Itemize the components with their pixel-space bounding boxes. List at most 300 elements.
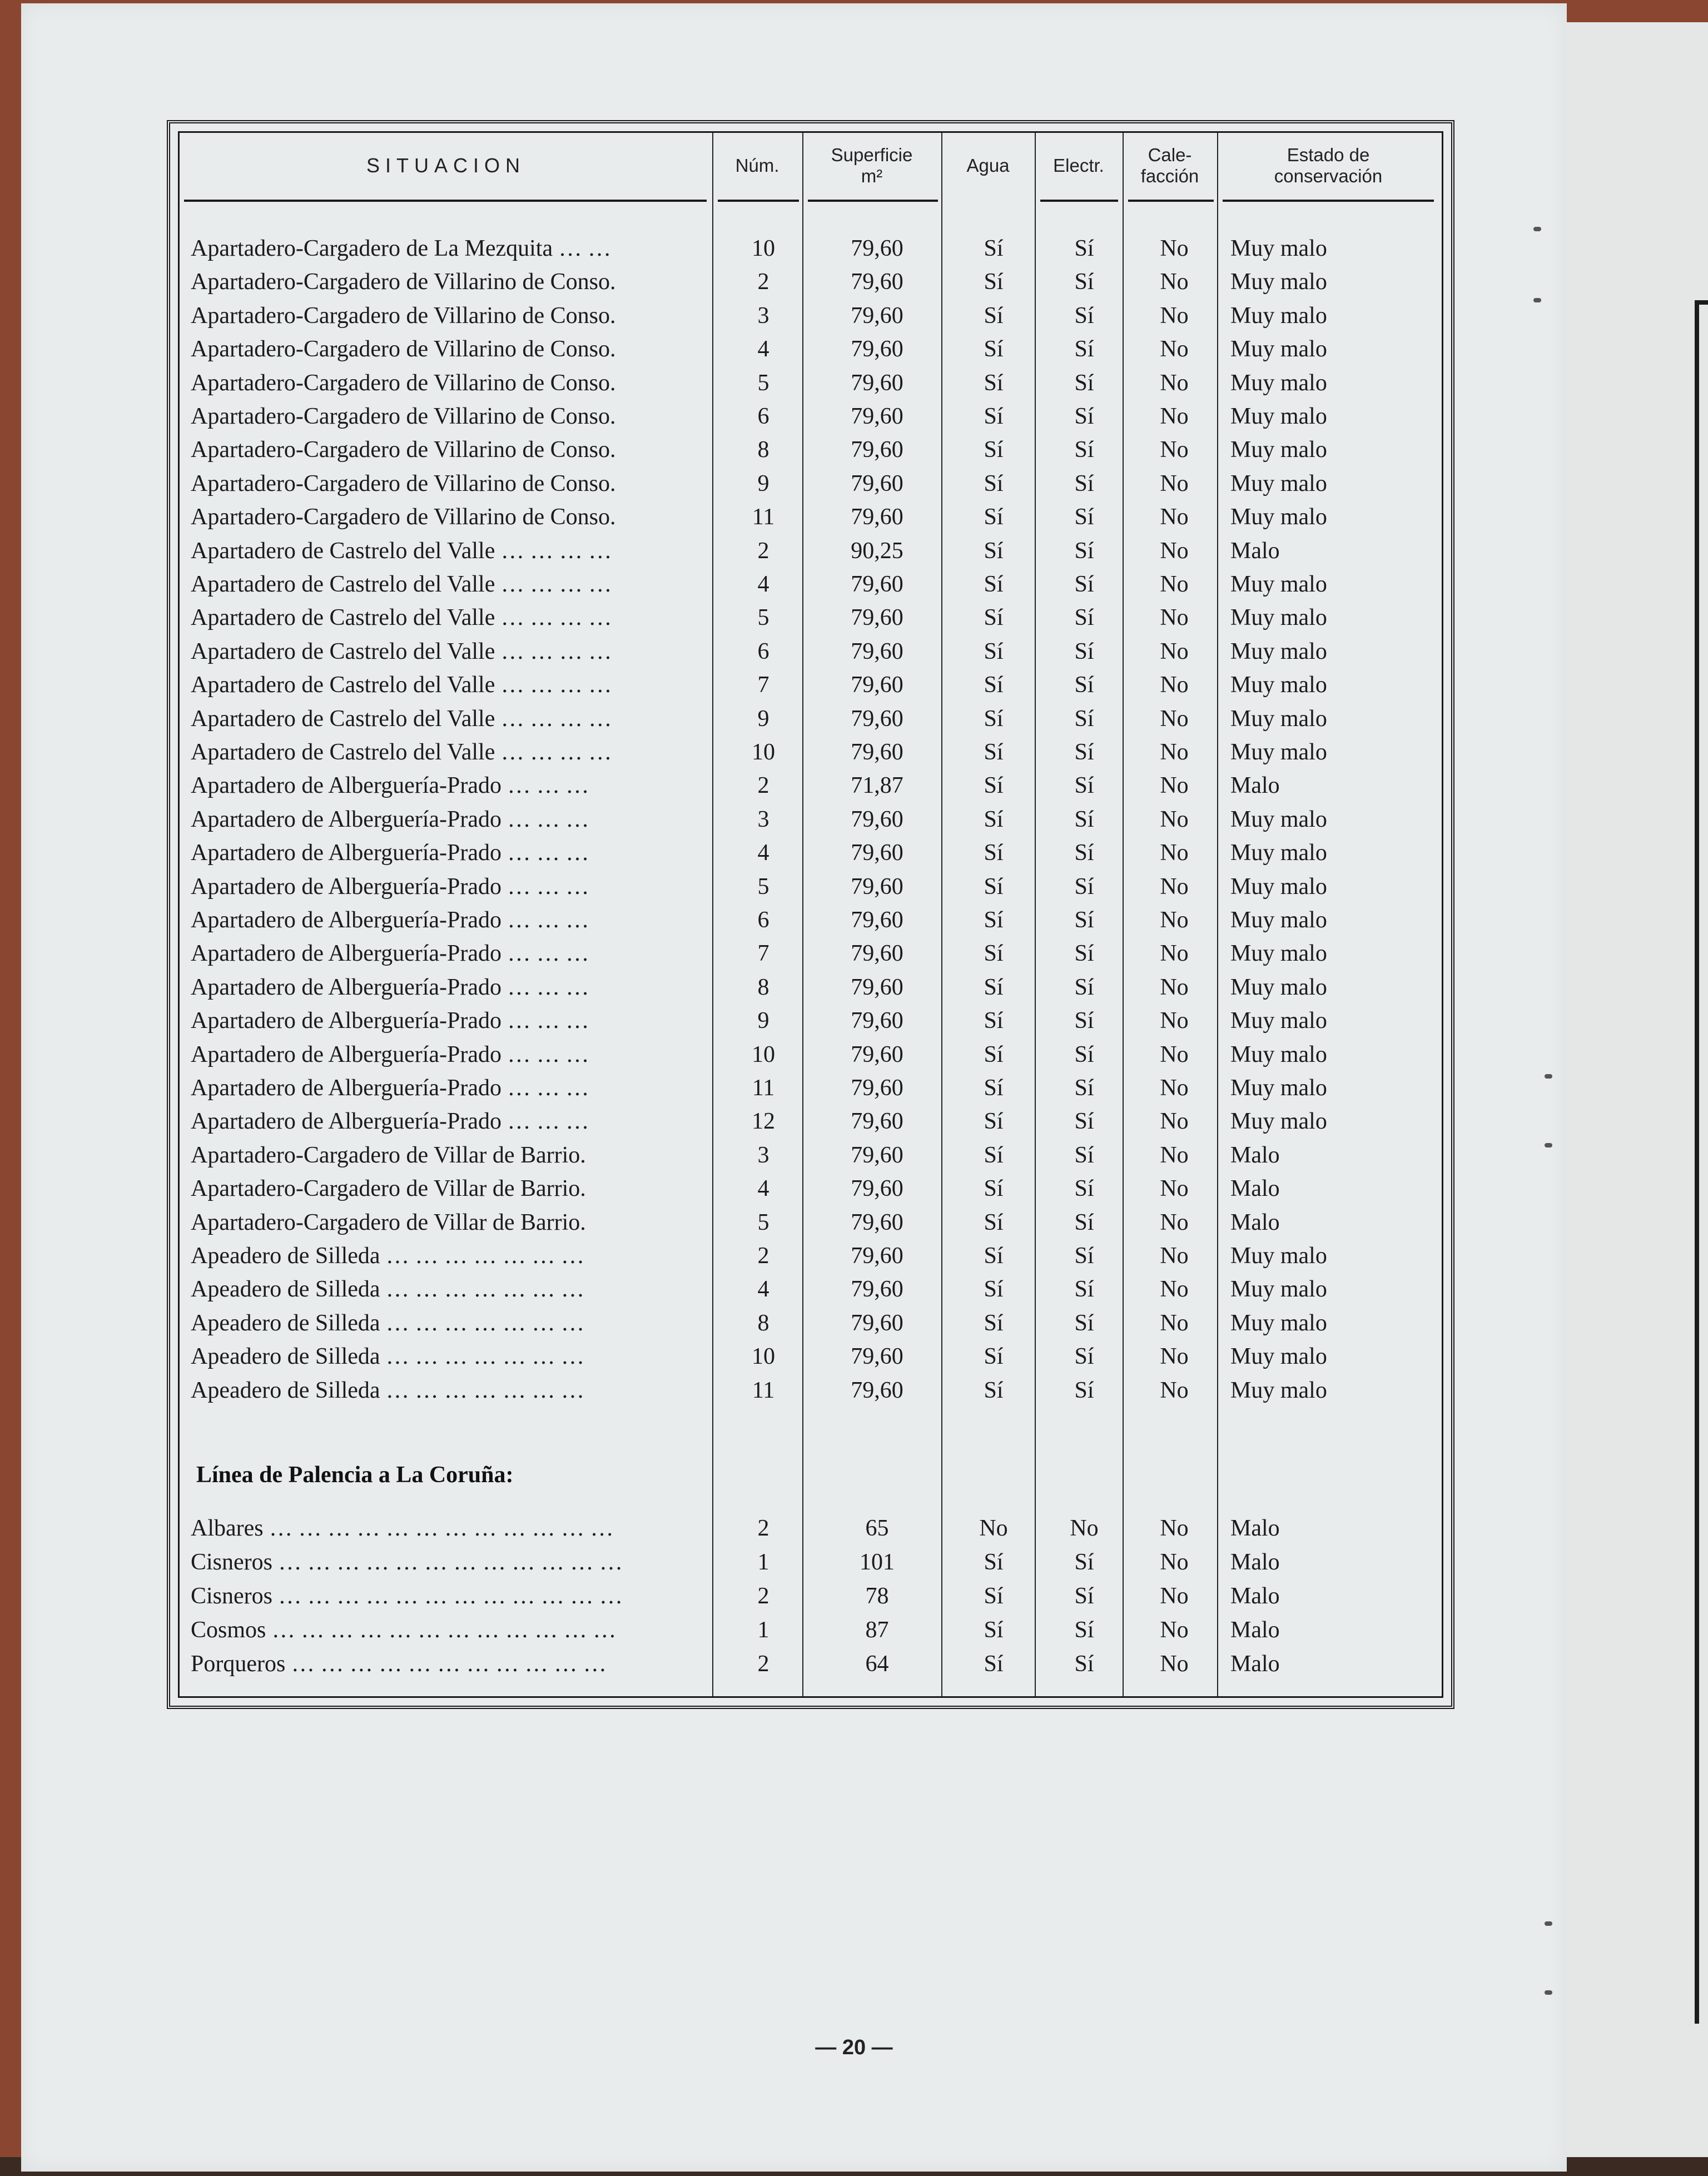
cell-electr: Sí <box>1074 1041 1094 1067</box>
cell-calefaccion: No <box>1160 302 1189 329</box>
cell-situacion: Apartadero de Alberguería-Prado … … … <box>191 941 589 967</box>
header-calefaccion-line2: facción <box>1140 166 1199 186</box>
cell-electr: Sí <box>1074 538 1094 564</box>
page-number: — 20 — <box>815 2036 893 2059</box>
cell-agua: Sí <box>984 1583 1004 1609</box>
cell-agua: Sí <box>984 538 1004 564</box>
table-row <box>180 1579 1442 1613</box>
cell-num: 8 <box>757 974 769 1000</box>
cell-calefaccion: No <box>1160 605 1189 631</box>
cell-electr: Sí <box>1074 605 1094 631</box>
table-row <box>180 1004 1442 1037</box>
cell-estado: Muy malo <box>1230 236 1327 261</box>
cell-electr: Sí <box>1074 1549 1094 1575</box>
cell-estado: Malo <box>1230 1583 1280 1609</box>
cell-superficie: 79,60 <box>851 302 903 329</box>
cell-superficie: 79,60 <box>851 572 903 597</box>
table-row <box>180 1546 1442 1579</box>
cell-agua: Sí <box>984 1075 1004 1101</box>
cell-situacion: Apartadero-Cargadero de Villarino de Conso. <box>191 336 616 362</box>
cell-electr: Sí <box>1074 302 1094 329</box>
cell-estado: Muy malo <box>1230 1041 1327 1067</box>
cell-electr: Sí <box>1074 370 1094 396</box>
table-row <box>180 1374 1442 1407</box>
cell-agua: Sí <box>984 1142 1004 1168</box>
cell-calefaccion: No <box>1160 806 1189 832</box>
cell-calefaccion: No <box>1160 538 1189 564</box>
cell-estado: Muy malo <box>1230 672 1327 698</box>
cell-superficie: 79,60 <box>851 1041 903 1067</box>
cell-agua: Sí <box>984 1008 1004 1034</box>
table-row <box>180 1512 1442 1545</box>
cell-num: 5 <box>757 370 769 396</box>
cell-situacion: Cisneros … … … … … … … … … … … … <box>191 1583 623 1609</box>
cell-calefaccion: No <box>1160 1344 1189 1370</box>
housing-table <box>167 120 1454 1709</box>
cell-superficie: 79,60 <box>851 706 903 732</box>
cell-calefaccion: No <box>1160 1041 1189 1067</box>
cell-calefaccion: No <box>1160 974 1189 1000</box>
cell-calefaccion: No <box>1160 404 1189 429</box>
cell-calefaccion: No <box>1160 437 1189 463</box>
cell-estado: Muy malo <box>1230 1008 1327 1034</box>
header-agua: Agua <box>966 155 1010 176</box>
cell-calefaccion: No <box>1160 1617 1189 1643</box>
cell-electr: Sí <box>1074 638 1094 664</box>
cell-situacion: Apartadero de Alberguería-Prado … … … <box>191 840 589 866</box>
cell-calefaccion: No <box>1160 1075 1189 1101</box>
cell-num: 9 <box>757 706 769 732</box>
cell-estado: Muy malo <box>1230 336 1327 362</box>
cell-estado: Muy malo <box>1230 470 1327 496</box>
cell-calefaccion: No <box>1160 1310 1189 1336</box>
staple-hole <box>1533 298 1541 302</box>
cell-electr: Sí <box>1074 404 1094 429</box>
cell-estado: Malo <box>1230 1549 1280 1575</box>
cell-estado: Malo <box>1230 1142 1280 1168</box>
cell-electr: Sí <box>1074 572 1094 597</box>
cell-electr: Sí <box>1074 1377 1094 1403</box>
header-superficie-line1: Superficie <box>831 145 913 165</box>
cell-situacion: Apeadero de Silleda … … … … … … … <box>191 1276 585 1303</box>
section-title: Línea de Palencia a La Coruña: <box>196 1462 514 1488</box>
cell-agua: Sí <box>984 336 1004 362</box>
header-rule <box>808 200 938 202</box>
table-row <box>180 1647 1442 1681</box>
cell-superficie: 79,60 <box>851 974 903 1000</box>
cell-situacion: Apeadero de Silleda … … … … … … … <box>191 1243 585 1269</box>
cell-superficie: 79,60 <box>851 504 903 530</box>
cell-electr: Sí <box>1074 1310 1094 1336</box>
cell-agua: Sí <box>984 1041 1004 1067</box>
cell-electr: Sí <box>1074 1008 1094 1034</box>
cell-num: 2 <box>757 1243 769 1269</box>
header-superficie <box>802 133 941 198</box>
cell-num: 4 <box>757 336 769 362</box>
cell-electr: Sí <box>1074 1344 1094 1370</box>
cell-calefaccion: No <box>1160 1243 1189 1269</box>
cell-situacion: Apartadero de Castrelo del Valle … … … … <box>191 672 612 698</box>
cell-estado: Muy malo <box>1230 605 1327 631</box>
staple-hole <box>1533 227 1541 231</box>
cell-superficie: 79,60 <box>851 236 903 261</box>
cell-superficie: 79,60 <box>851 1243 903 1269</box>
cell-electr: Sí <box>1074 470 1094 496</box>
cell-situacion: Cisneros … … … … … … … … … … … … <box>191 1549 623 1575</box>
staple-hole <box>1545 1990 1552 1995</box>
cell-situacion: Apartadero-Cargadero de Villarino de Conso. <box>191 470 616 496</box>
cell-situacion: Apartadero de Alberguería-Prado … … … <box>191 1075 589 1101</box>
cell-electr: Sí <box>1074 1209 1094 1235</box>
cell-num: 8 <box>757 1310 769 1336</box>
cell-num: 11 <box>752 1075 775 1101</box>
cell-agua: Sí <box>984 941 1004 967</box>
cell-calefaccion: No <box>1160 269 1189 295</box>
cell-electr: Sí <box>1074 336 1094 362</box>
cell-agua: Sí <box>984 1549 1004 1575</box>
table-row <box>180 769 1442 802</box>
table-row <box>180 366 1442 400</box>
cell-calefaccion: No <box>1160 236 1189 261</box>
cell-situacion: Apeadero de Silleda … … … … … … … <box>191 1344 585 1370</box>
header-electr: Electr. <box>1053 155 1104 176</box>
cell-agua: Sí <box>984 302 1004 329</box>
cell-situacion: Apartadero de Castrelo del Valle … … … … <box>191 638 612 664</box>
table-row <box>180 534 1442 568</box>
cell-situacion: Apartadero de Alberguería-Prado … … … <box>191 773 589 799</box>
cell-situacion: Apartadero-Cargadero de Villarino de Conso. <box>191 504 616 530</box>
cell-situacion: Porqueros … … … … … … … … … … … <box>191 1651 607 1677</box>
cell-electr: Sí <box>1074 1075 1094 1101</box>
header-rule <box>1040 200 1118 202</box>
cell-num: 4 <box>757 1176 769 1202</box>
table-row <box>180 265 1442 299</box>
cell-superficie: 79,60 <box>851 806 903 832</box>
cell-calefaccion: No <box>1160 1209 1189 1235</box>
cell-agua: Sí <box>984 706 1004 732</box>
cell-situacion: Apartadero-Cargadero de Villar de Barrio. <box>191 1142 586 1168</box>
cell-situacion: Apartadero de Alberguería-Prado … … … <box>191 1041 589 1067</box>
cell-num: 1 <box>757 1549 769 1575</box>
cell-situacion: Apartadero de Castrelo del Valle … … … … <box>191 706 612 732</box>
cell-estado: Muy malo <box>1230 941 1327 967</box>
cell-agua: Sí <box>984 1109 1004 1135</box>
cell-num: 12 <box>752 1109 775 1135</box>
cell-agua: Sí <box>984 1243 1004 1269</box>
cell-agua: Sí <box>984 470 1004 496</box>
table-row <box>180 836 1442 870</box>
cell-calefaccion: No <box>1160 1276 1189 1303</box>
cell-num: 2 <box>757 773 769 799</box>
cell-calefaccion: No <box>1160 873 1189 900</box>
cell-situacion: Albares … … … … … … … … … … … … <box>191 1516 614 1541</box>
cell-estado: Muy malo <box>1230 1310 1327 1336</box>
cell-calefaccion: No <box>1160 706 1189 732</box>
cell-agua: Sí <box>984 840 1004 866</box>
document-page <box>21 3 1567 2172</box>
cell-situacion: Apartadero de Alberguería-Prado … … … <box>191 1008 589 1034</box>
table-row <box>180 635 1442 668</box>
cell-situacion: Apartadero-Cargadero de Villar de Barrio. <box>191 1209 586 1235</box>
cell-electr: Sí <box>1074 1109 1094 1135</box>
cell-estado: Malo <box>1230 1651 1280 1677</box>
cell-calefaccion: No <box>1160 773 1189 799</box>
cell-agua: Sí <box>984 1344 1004 1370</box>
cell-agua: Sí <box>984 672 1004 698</box>
cell-estado: Muy malo <box>1230 806 1327 832</box>
cell-superficie: 79,60 <box>851 739 903 765</box>
cell-electr: Sí <box>1074 504 1094 530</box>
table-row <box>180 1038 1442 1071</box>
cell-situacion: Apartadero de Alberguería-Prado … … … <box>191 1109 589 1135</box>
cell-superficie: 79,60 <box>851 907 903 933</box>
cell-num: 1 <box>757 1617 769 1643</box>
cell-superficie: 79,60 <box>851 1109 903 1135</box>
cell-estado: Muy malo <box>1230 1377 1327 1403</box>
cell-num: 10 <box>752 1344 775 1370</box>
cell-estado: Malo <box>1230 1176 1280 1202</box>
cell-electr: Sí <box>1074 1617 1094 1643</box>
cell-agua: Sí <box>984 907 1004 933</box>
cell-estado: Muy malo <box>1230 370 1327 396</box>
adjacent-page-rule-top <box>1695 300 1708 305</box>
table-row <box>180 232 1442 265</box>
cell-superficie: 79,60 <box>851 1075 903 1101</box>
cell-superficie: 79,60 <box>851 1276 903 1303</box>
cell-num: 4 <box>757 572 769 597</box>
cell-agua: Sí <box>984 1617 1004 1643</box>
cell-situacion: Apeadero de Silleda … … … … … … … <box>191 1310 585 1336</box>
table-row <box>180 971 1442 1004</box>
cell-superficie: 79,60 <box>851 1142 903 1168</box>
cell-num: 4 <box>757 840 769 866</box>
table-row <box>180 903 1442 937</box>
cell-num: 5 <box>757 1209 769 1235</box>
cell-electr: Sí <box>1074 269 1094 295</box>
cell-agua: Sí <box>984 873 1004 900</box>
cell-estado: Muy malo <box>1230 437 1327 463</box>
cell-num: 10 <box>752 739 775 765</box>
cell-num: 7 <box>757 672 769 698</box>
cell-estado: Malo <box>1230 1209 1280 1235</box>
cell-superficie: 79,60 <box>851 840 903 866</box>
staple-hole <box>1545 1921 1552 1926</box>
cell-agua: Sí <box>984 605 1004 631</box>
table-body <box>178 131 1443 1698</box>
cell-agua: Sí <box>984 572 1004 597</box>
cell-electr: Sí <box>1074 806 1094 832</box>
cell-situacion: Apartadero-Cargadero de Villarino de Conso. <box>191 302 616 329</box>
cell-num: 6 <box>757 907 769 933</box>
header-rule <box>184 200 707 202</box>
cell-superficie: 101 <box>860 1549 895 1575</box>
cell-electr: Sí <box>1074 974 1094 1000</box>
cell-estado: Muy malo <box>1230 302 1327 329</box>
cell-agua: Sí <box>984 1276 1004 1303</box>
cell-num: 3 <box>757 302 769 329</box>
table-row <box>180 1139 1442 1172</box>
table-row <box>180 1239 1442 1273</box>
cell-superficie: 79,60 <box>851 1209 903 1235</box>
cell-num: 2 <box>757 269 769 295</box>
cell-electr: Sí <box>1074 840 1094 866</box>
cell-num: 3 <box>757 1142 769 1168</box>
header-estado <box>1217 133 1439 198</box>
cell-electr: Sí <box>1074 672 1094 698</box>
cell-electr: Sí <box>1074 1142 1094 1168</box>
cell-superficie: 79,60 <box>851 1176 903 1202</box>
cell-superficie: 78 <box>865 1583 889 1609</box>
cell-calefaccion: No <box>1160 504 1189 530</box>
cell-calefaccion: No <box>1160 1142 1189 1168</box>
table-row <box>180 467 1442 500</box>
cell-superficie: 79,60 <box>851 437 903 463</box>
cell-electr: Sí <box>1074 706 1094 732</box>
cell-agua: Sí <box>984 1209 1004 1235</box>
cell-calefaccion: No <box>1160 1377 1189 1403</box>
cell-agua: Sí <box>984 1310 1004 1336</box>
table-row <box>180 937 1442 970</box>
cell-superficie: 79,60 <box>851 605 903 631</box>
cell-num: 6 <box>757 404 769 429</box>
cell-estado: Muy malo <box>1230 1344 1327 1370</box>
cell-num: 9 <box>757 1008 769 1034</box>
header-num: Núm. <box>735 155 779 176</box>
cell-agua: Sí <box>984 404 1004 429</box>
cell-agua: Sí <box>984 236 1004 261</box>
cell-situacion: Apartadero-Cargadero de Villar de Barrio. <box>191 1176 586 1202</box>
adjacent-page-rule <box>1695 300 1699 2024</box>
cell-superficie: 79,60 <box>851 941 903 967</box>
cell-agua: Sí <box>984 974 1004 1000</box>
cell-superficie: 79,60 <box>851 672 903 698</box>
cell-situacion: Apartadero de Alberguería-Prado … … … <box>191 974 589 1000</box>
table-row <box>180 433 1442 466</box>
cell-estado: Malo <box>1230 538 1280 564</box>
cell-num: 4 <box>757 1276 769 1303</box>
cell-agua: Sí <box>984 504 1004 530</box>
cell-calefaccion: No <box>1160 672 1189 698</box>
cell-situacion: Apartadero de Alberguería-Prado … … … <box>191 806 589 832</box>
cell-superficie: 79,60 <box>851 404 903 429</box>
cell-calefaccion: No <box>1160 470 1189 496</box>
header-calefaccion-line1: Cale- <box>1148 145 1192 165</box>
cell-num: 2 <box>757 538 769 564</box>
cell-superficie: 65 <box>865 1516 889 1541</box>
cell-calefaccion: No <box>1160 907 1189 933</box>
header-situacion: SITUACION <box>366 154 525 177</box>
header-superficie-line2: m² <box>861 166 883 186</box>
table-row <box>180 1340 1442 1373</box>
cell-estado: Muy malo <box>1230 1276 1327 1303</box>
cell-num: 5 <box>757 873 769 900</box>
cell-num: 11 <box>752 504 775 530</box>
cell-estado: Muy malo <box>1230 974 1327 1000</box>
cell-electr: Sí <box>1074 739 1094 765</box>
header-rule <box>1128 200 1214 202</box>
cell-num: 10 <box>752 1041 775 1067</box>
staple-hole <box>1545 1074 1552 1079</box>
cell-estado: Muy malo <box>1230 840 1327 866</box>
cell-agua: Sí <box>984 739 1004 765</box>
table-row <box>180 1273 1442 1306</box>
table-row <box>180 1613 1442 1647</box>
cell-estado: Muy malo <box>1230 907 1327 933</box>
cell-calefaccion: No <box>1160 638 1189 664</box>
cell-estado: Muy malo <box>1230 739 1327 765</box>
cell-num: 10 <box>752 236 775 261</box>
cell-estado: Malo <box>1230 1617 1280 1643</box>
cell-situacion: Apartadero de Castrelo del Valle … … … … <box>191 739 612 765</box>
cell-calefaccion: No <box>1160 1516 1189 1541</box>
cell-calefaccion: No <box>1160 840 1189 866</box>
cell-estado: Muy malo <box>1230 873 1327 900</box>
table-row <box>180 702 1442 736</box>
cell-electr: Sí <box>1074 437 1094 463</box>
cell-superficie: 90,25 <box>851 538 903 564</box>
cell-situacion: Apartadero de Alberguería-Prado … … … <box>191 907 589 933</box>
cell-electr: Sí <box>1074 907 1094 933</box>
table-row <box>180 601 1442 634</box>
cell-num: 5 <box>757 605 769 631</box>
staple-hole <box>1545 1143 1552 1147</box>
cell-situacion: Apartadero de Castrelo del Valle … … … … <box>191 605 612 631</box>
cell-estado: Muy malo <box>1230 1075 1327 1101</box>
cell-superficie: 79,60 <box>851 370 903 396</box>
cell-situacion: Apartadero-Cargadero de Villarino de Conso. <box>191 437 616 463</box>
cell-superficie: 79,60 <box>851 873 903 900</box>
cell-estado: Muy malo <box>1230 638 1327 664</box>
cell-agua: Sí <box>984 370 1004 396</box>
cell-calefaccion: No <box>1160 1583 1189 1609</box>
cell-electr: Sí <box>1074 873 1094 900</box>
cell-num: 2 <box>757 1651 769 1677</box>
table-row <box>180 568 1442 601</box>
cell-superficie: 79,60 <box>851 470 903 496</box>
cell-agua: Sí <box>984 1377 1004 1403</box>
cell-estado: Muy malo <box>1230 269 1327 295</box>
cell-electr: Sí <box>1074 1276 1094 1303</box>
cell-situacion: Apartadero-Cargadero de La Mezquita … … <box>191 236 612 261</box>
cell-electr: Sí <box>1074 236 1094 261</box>
cell-situacion: Apartadero-Cargadero de Villarino de Conso. <box>191 370 616 396</box>
cell-superficie: 79,60 <box>851 1344 903 1370</box>
cell-electr: Sí <box>1074 1651 1094 1677</box>
cell-estado: Muy malo <box>1230 1109 1327 1135</box>
cell-situacion: Apartadero-Cargadero de Villarino de Conso. <box>191 404 616 429</box>
header-estado-line2: conservación <box>1274 166 1383 186</box>
cell-calefaccion: No <box>1160 1651 1189 1677</box>
table-row <box>180 500 1442 534</box>
cell-superficie: 79,60 <box>851 1310 903 1336</box>
cell-calefaccion: No <box>1160 1176 1189 1202</box>
cell-electr: Sí <box>1074 1176 1094 1202</box>
cell-num: 2 <box>757 1516 769 1541</box>
cell-calefaccion: No <box>1160 1549 1189 1575</box>
cell-superficie: 79,60 <box>851 1377 903 1403</box>
cell-calefaccion: No <box>1160 572 1189 597</box>
cell-agua: Sí <box>984 638 1004 664</box>
cell-num: 7 <box>757 941 769 967</box>
header-rule <box>718 200 799 202</box>
cell-estado: Muy malo <box>1230 1243 1327 1269</box>
table-row <box>180 400 1442 433</box>
cell-superficie: 71,87 <box>851 773 903 799</box>
header-calefaccion <box>1123 133 1217 198</box>
cell-estado: Malo <box>1230 773 1280 799</box>
table-row <box>180 332 1442 366</box>
cell-superficie: 79,60 <box>851 269 903 295</box>
